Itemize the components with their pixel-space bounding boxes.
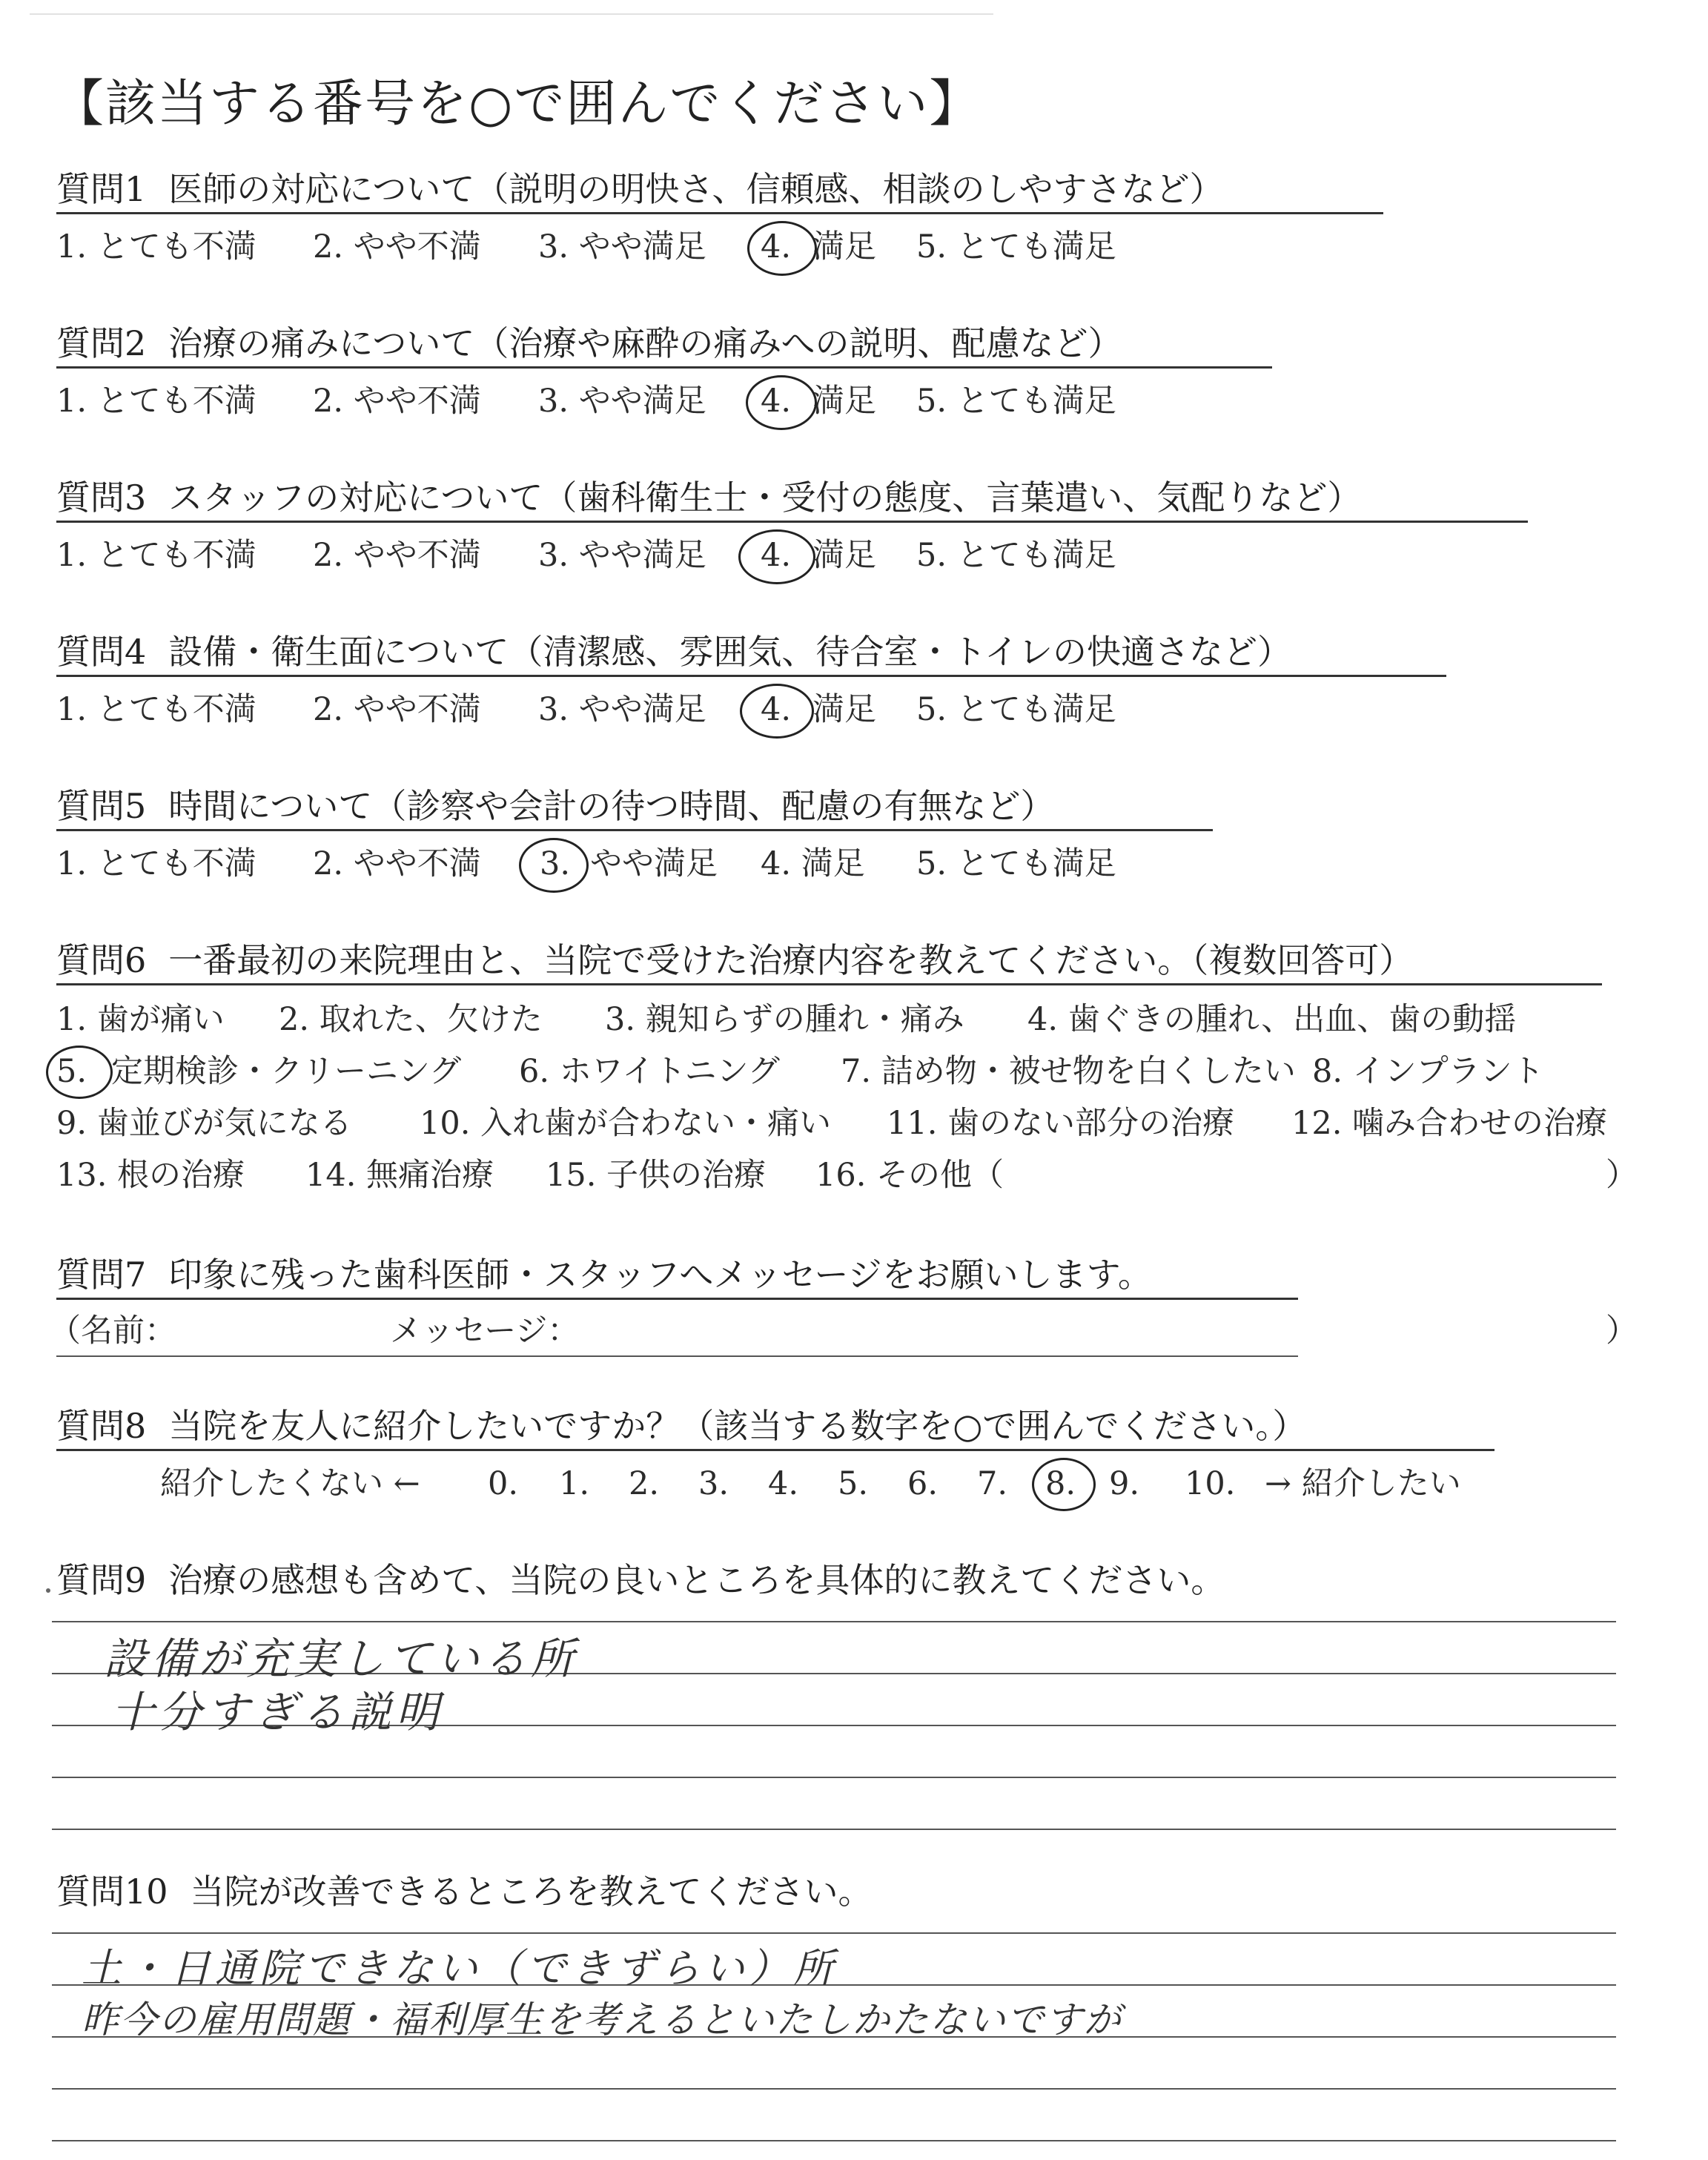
q4-option-3[interactable]: 3. やや満足 bbox=[538, 691, 706, 728]
q3-option-1[interactable]: 1. とても不満 bbox=[56, 537, 256, 574]
q10-line-4 bbox=[52, 2088, 1616, 2090]
q6-option-2[interactable]: 2. 取れた、欠けた bbox=[279, 1001, 543, 1038]
question-8 bbox=[56, 1406, 1307, 1446]
q6-option-14[interactable]: 14. 無痛治療 bbox=[305, 1157, 494, 1194]
q7-message-label: メッセージ： bbox=[390, 1312, 580, 1350]
q8-scale-4[interactable]: 4. bbox=[768, 1465, 799, 1502]
q2-option-1[interactable]: 1. とても不満 bbox=[56, 383, 256, 420]
question-1-text: 医師の対応について（説明の明快さ、信頼感、相談のしやすさなど） bbox=[168, 169, 1224, 209]
q4-option-4-number[interactable]: 4. bbox=[761, 691, 792, 728]
q4-option-5[interactable]: 5. とても満足 bbox=[916, 691, 1116, 728]
q6-option-13[interactable]: 13. 根の治療 bbox=[56, 1157, 245, 1194]
q6-option-4[interactable]: 4. 歯ぐきの腫れ、出血、歯の動揺 bbox=[1027, 1001, 1517, 1038]
form-heading: 【該当する番号を○で囲んでください】 bbox=[53, 75, 982, 133]
q8-scale-3[interactable]: 3. bbox=[698, 1465, 729, 1502]
question-6-underline bbox=[56, 983, 1602, 985]
q3-option-5[interactable]: 5. とても満足 bbox=[916, 537, 1116, 574]
q2-answer-circle bbox=[746, 375, 817, 430]
q2-option-5[interactable]: 5. とても満足 bbox=[916, 383, 1116, 420]
question-10-text: 当院が改善できるところを教えてください。 bbox=[190, 1872, 873, 1912]
question-6-number: 質問6 bbox=[56, 940, 147, 980]
q5-option-3-number[interactable]: 3. bbox=[540, 845, 571, 882]
question-10-number: 質問10 bbox=[56, 1872, 168, 1912]
q1-option-3[interactable]: 3. やや満足 bbox=[538, 228, 706, 265]
q2-option-3[interactable]: 3. やや満足 bbox=[538, 383, 706, 420]
q8-scale-5[interactable]: 5. bbox=[838, 1465, 869, 1502]
q10-line-1 bbox=[52, 1932, 1616, 1934]
q9-line-1 bbox=[52, 1621, 1616, 1622]
question-4-underline bbox=[56, 675, 1446, 677]
q1-option-4-number[interactable]: 4. bbox=[761, 228, 792, 265]
question-6 bbox=[56, 940, 1414, 980]
q9-line-4 bbox=[52, 1777, 1616, 1778]
q5-answer-circle bbox=[519, 838, 589, 893]
question-7-underline bbox=[56, 1298, 1298, 1300]
q6-option-5-label[interactable]: 定期検診・クリーニング bbox=[111, 1053, 462, 1090]
question-9-text: 治療の感想も含めて、当院の良いところを具体的に教えてください。 bbox=[168, 1560, 1225, 1600]
q8-scale-0[interactable]: 0. bbox=[488, 1465, 519, 1502]
question-1 bbox=[56, 169, 1224, 209]
q3-option-3[interactable]: 3. やや満足 bbox=[538, 537, 706, 574]
q8-scale-6[interactable]: 6. bbox=[907, 1465, 939, 1502]
question-5-number: 質問5 bbox=[56, 786, 147, 826]
q8-answer-circle bbox=[1032, 1458, 1096, 1511]
q6-option-7[interactable]: 7. 詰め物・被せ物を白くしたい bbox=[841, 1053, 1296, 1090]
question-2-number: 質問2 bbox=[56, 323, 147, 363]
q8-scale-2[interactable]: 2. bbox=[629, 1465, 660, 1502]
question-4-number: 質問4 bbox=[56, 632, 147, 672]
q6-option-9[interactable]: 9. 歯並びが気になる bbox=[56, 1105, 352, 1142]
q4-answer-circle bbox=[740, 684, 814, 739]
question-10 bbox=[56, 1872, 873, 1912]
q7-answer-line bbox=[56, 1355, 1298, 1357]
q6-option-1[interactable]: 1. 歯が痛い bbox=[56, 1001, 225, 1038]
q6-option-11[interactable]: 11. 歯のない部分の治療 bbox=[887, 1105, 1235, 1142]
q6-option-15[interactable]: 15. 子供の治療 bbox=[546, 1157, 767, 1194]
q1-option-4-label[interactable]: 満足 bbox=[812, 228, 876, 265]
q6-option-5-number[interactable]: 5. bbox=[56, 1053, 87, 1090]
q1-option-2[interactable]: 2. やや不満 bbox=[313, 228, 481, 265]
question-3-text: スタッフの対応について（歯科衛生士・受付の態度、言葉遣い、気配りなど） bbox=[168, 478, 1362, 518]
scan-speck bbox=[46, 1588, 50, 1593]
q10-line-5 bbox=[52, 2140, 1616, 2141]
question-8-number: 質問8 bbox=[56, 1406, 147, 1446]
q3-option-2[interactable]: 2. やや不満 bbox=[313, 537, 481, 574]
q4-option-4-label[interactable]: 満足 bbox=[812, 691, 876, 728]
q3-option-4-number[interactable]: 4. bbox=[761, 537, 792, 574]
question-3 bbox=[56, 478, 1362, 518]
q6-option-16[interactable]: 16. その他（ bbox=[815, 1157, 1004, 1194]
question-5-underline bbox=[56, 829, 1213, 831]
q3-answer-circle bbox=[738, 529, 815, 584]
q8-scale-9[interactable]: 9. bbox=[1109, 1465, 1140, 1502]
q6-option-6[interactable]: 6. ホワイトニング bbox=[519, 1053, 780, 1090]
question-5-text: 時間について（診察や会計の待つ時間、配慮の有無など） bbox=[168, 786, 1055, 826]
q6-option-3[interactable]: 3. 親知らずの腫れ・痛み bbox=[605, 1001, 964, 1038]
q2-option-4-number[interactable]: 4. bbox=[761, 383, 792, 420]
question-2-underline bbox=[56, 366, 1272, 369]
q8-scale-1[interactable]: 1. bbox=[559, 1465, 590, 1502]
q8-scale-8[interactable]: 8. bbox=[1045, 1465, 1076, 1502]
q6-answer-circle bbox=[46, 1046, 113, 1099]
question-2-text: 治療の痛みについて（治療や麻酔の痛みへの説明、配慮など） bbox=[168, 323, 1122, 363]
question-4 bbox=[56, 632, 1292, 672]
q1-answer-circle bbox=[747, 221, 817, 276]
q3-option-4-label[interactable]: 満足 bbox=[812, 537, 876, 574]
q9-handwritten-answer-1: 設備が充実している所 bbox=[104, 1634, 579, 1684]
question-6-text: 一番最初の来院理由と、当院で受けた治療内容を教えてください。（複数回答可） bbox=[168, 940, 1414, 980]
q6-option-12[interactable]: 12. 噛み合わせの治療 bbox=[1291, 1105, 1608, 1142]
q6-option-10[interactable]: 10. 入れ歯が合わない・痛い bbox=[420, 1105, 832, 1142]
q5-option-4[interactable]: 4. 満足 bbox=[761, 845, 865, 882]
q5-option-1[interactable]: 1. とても不満 bbox=[56, 845, 256, 882]
q4-option-2[interactable]: 2. やや不満 bbox=[313, 691, 481, 728]
q2-option-4-label[interactable]: 満足 bbox=[812, 383, 876, 420]
question-5 bbox=[56, 786, 1055, 826]
q6-option-16-close: ） bbox=[1606, 1157, 1638, 1194]
question-7 bbox=[56, 1255, 1152, 1295]
q5-option-5[interactable]: 5. とても満足 bbox=[916, 845, 1116, 882]
q6-option-8[interactable]: 8. インプラント bbox=[1312, 1053, 1544, 1090]
question-7-text: 印象に残った歯科医師・スタッフへメッセージをお願いします。 bbox=[168, 1255, 1152, 1295]
q10-handwritten-answer-1: 土・日通院できない（できずらい）所 bbox=[82, 1945, 838, 1992]
q1-option-5[interactable]: 5. とても満足 bbox=[916, 228, 1116, 265]
q7-name-label: （名前： bbox=[49, 1312, 176, 1350]
q8-right-label: → 紹介したい bbox=[1265, 1465, 1461, 1502]
question-1-number: 質問1 bbox=[56, 169, 147, 209]
question-8-text: 当院を友人に紹介したいですか？（該当する数字を○で囲んでください。） bbox=[168, 1406, 1307, 1446]
q10-handwritten-answer-2: 昨今の雇用問題・福利厚生を考えるといたしかたないですが bbox=[82, 1998, 1122, 2041]
question-7-number: 質問7 bbox=[56, 1255, 147, 1295]
q7-close-paren: ） bbox=[1606, 1312, 1638, 1350]
q8-left-label: 紹介したくない ← bbox=[160, 1465, 420, 1502]
q4-option-1[interactable]: 1. とても不満 bbox=[56, 691, 256, 728]
scan-edge-line bbox=[30, 13, 993, 15]
q2-option-2[interactable]: 2. やや不満 bbox=[313, 383, 481, 420]
question-1-underline bbox=[56, 212, 1383, 214]
question-8-underline bbox=[56, 1449, 1494, 1451]
question-9 bbox=[56, 1560, 1225, 1600]
q8-scale-10[interactable]: 10. bbox=[1185, 1465, 1236, 1502]
question-3-number: 質問3 bbox=[56, 478, 147, 518]
question-9-number: 質問9 bbox=[56, 1560, 147, 1600]
q9-line-5 bbox=[52, 1829, 1616, 1830]
question-2 bbox=[56, 323, 1122, 363]
q1-option-1[interactable]: 1. とても不満 bbox=[56, 228, 256, 265]
q5-option-2[interactable]: 2. やや不満 bbox=[313, 845, 481, 882]
q9-handwritten-answer-2: 十分すぎる説明 bbox=[111, 1687, 444, 1737]
question-3-underline bbox=[56, 521, 1528, 523]
q5-option-3-label[interactable]: やや満足 bbox=[590, 845, 718, 882]
question-4-text: 設備・衛生面について（清潔感、雰囲気、待合室・トイレの快適さなど） bbox=[168, 632, 1292, 672]
q8-scale-7[interactable]: 7. bbox=[977, 1465, 1008, 1502]
